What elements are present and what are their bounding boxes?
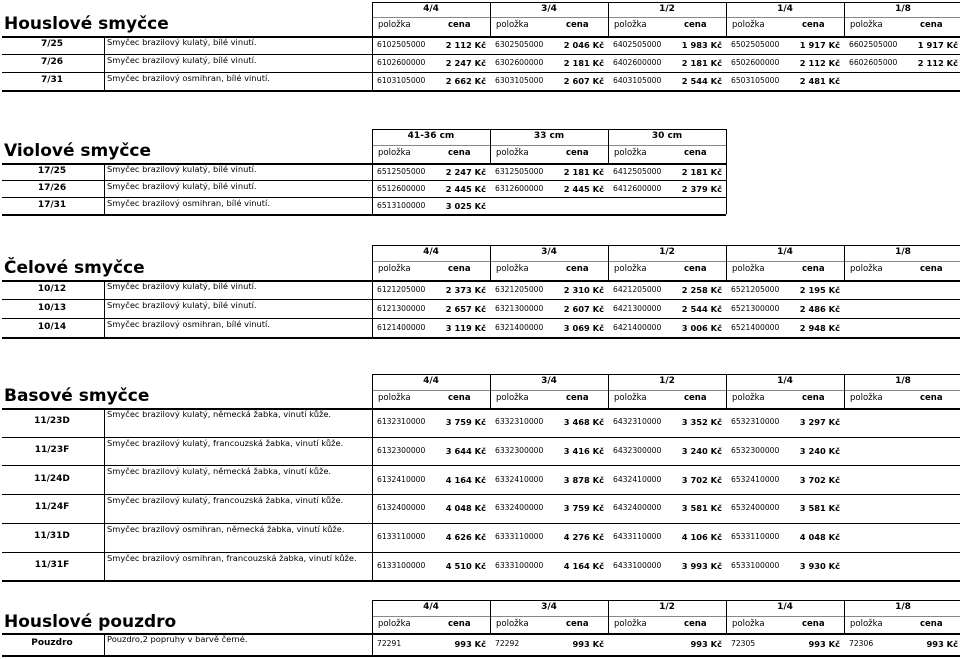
desc-right-divider [372,633,373,655]
header-mid-line [372,616,960,617]
size-header: 3/4 [541,4,557,14]
item-number: 6333110000 [495,532,544,542]
product-code: 17/26 [37,182,67,193]
item-number: 6532300000 [731,446,780,456]
col-header-price: cena [802,264,825,274]
size-header: 1/2 [659,602,675,612]
item-number: 6121205000 [377,284,426,294]
item-number: 6432300000 [613,446,662,456]
product-description: Smyčec brazilový kulatý, bílé vinutí. [107,300,257,310]
col-header-item: položka [614,20,647,30]
item-number: 6421205000 [613,284,662,294]
item-number: 72292 [495,639,520,648]
header-col-divider [844,600,845,633]
product-description: Smyčec brazilový kulatý, bílé vinutí. [107,181,257,191]
price: 4 106 Kč [681,532,722,543]
col-header-item: položka [732,20,765,30]
item-number: 6432400000 [613,503,662,513]
item-number: 6302505000 [495,40,544,49]
item-number: 6532410000 [731,474,780,484]
item-number: 6321400000 [495,322,544,332]
item-number: 6121300000 [377,303,426,313]
col-header-price: cena [448,619,471,629]
desc-divider [104,633,105,655]
price: 2 481 Kč [799,76,840,86]
section-title: Houslové pouzdro [4,612,177,632]
price: 993 Kč [926,639,958,649]
item-number: 6312505000 [495,166,544,176]
header-col-divider [372,245,373,280]
header-col-divider [844,374,845,408]
col-header-price: cena [566,619,589,629]
price: 4 510 Kč [445,560,486,571]
size-header: 3/4 [541,602,557,612]
item-number: 6302600000 [495,58,544,67]
col-header-item: položka [614,264,647,274]
price: 2 657 Kč [445,303,486,314]
col-header-item: položka [496,264,529,274]
section-title: Basové smyčce [4,386,150,406]
desc-divider [104,36,105,90]
col-header-price: cena [920,619,943,629]
price: 993 Kč [690,639,722,649]
header-col-divider [726,245,727,280]
product-code: 10/14 [37,321,67,332]
product-code: 10/12 [37,283,67,294]
size-header: 41-36 cm [407,131,455,141]
price: 4 276 Kč [563,532,604,543]
price: 2 373 Kč [445,284,486,295]
header-top-line [372,374,960,375]
header-top-line [372,129,726,130]
price: 2 948 Kč [799,322,840,333]
size-header: 1/4 [777,4,793,14]
price: 993 Kč [454,639,486,649]
size-header: 1/8 [895,4,911,14]
col-header-price: cena [920,264,943,274]
price: 2 112 Kč [445,40,486,50]
product-description: Pouzdro,2 popruhy v barvě černé. [107,634,248,644]
price: 2 258 Kč [681,284,722,295]
price: 1 917 Kč [799,40,840,50]
price: 2 607 Kč [563,76,604,86]
size-header: 4/4 [423,376,439,386]
header-col-divider [490,374,491,408]
col-header-item: položka [496,148,529,158]
col-header-item: položka [378,619,411,629]
item-number: 6132410000 [377,474,426,484]
price: 993 Kč [808,639,840,649]
desc-divider [104,163,105,214]
price: 3 468 Kč [563,417,604,428]
item-number: 6132300000 [377,446,426,456]
col-header-price: cena [566,20,589,30]
header-col-divider [726,129,727,163]
col-header-item: položka [378,264,411,274]
desc-right-divider [372,163,373,214]
desc-right-divider [372,408,373,580]
product-code: 11/31D [34,531,70,542]
product-description: Smyčec brazilový osmihran, bílé vinutí. [107,198,271,208]
product-code: 7/26 [40,57,64,67]
table-right-edge [726,163,727,214]
header-col-divider [372,2,373,36]
size-header: 30 cm [651,131,683,141]
col-header-price: cena [566,264,589,274]
col-header-price: cena [684,393,707,403]
header-col-divider [608,129,609,163]
item-number: 6403105000 [613,76,662,85]
header-col-divider [726,600,727,633]
col-header-price: cena [684,619,707,629]
item-number: 6312600000 [495,183,544,193]
price: 3 993 Kč [681,560,722,571]
price: 2 112 Kč [799,58,840,68]
item-number: 6102600000 [377,58,426,67]
col-header-item: položka [378,393,411,403]
size-header: 1/4 [777,247,793,257]
item-number: 6602605000 [849,58,898,67]
price: 4 626 Kč [445,532,486,543]
item-number: 6421400000 [613,322,662,332]
product-description: Smyčec brazilový kulatý, francouzská žabka, vinutí kůže. [107,495,344,506]
product-description: Smyčec brazilový kulatý, německá žabka, vinutí kůže. [107,409,332,419]
header-col-divider [372,374,373,408]
size-header: 33 cm [533,131,565,141]
product-description: Smyčec brazilový kulatý, bílé vinutí. [107,37,257,47]
product-description: Smyčec brazilový kulatý, bílé vinutí. [107,164,257,174]
col-header-item: položka [496,619,529,629]
section-title: Houslové smyčce [4,14,169,34]
item-number: 6503105000 [731,76,780,85]
product-description: Smyčec brazilový osmihran, německá žabka, vinutí kůže. [107,523,345,534]
item-number: 6521205000 [731,284,780,294]
product-code: 11/24D [34,473,70,484]
col-header-item: položka [850,264,883,274]
price: 3 930 Kč [799,560,840,571]
price: 3 581 Kč [681,503,722,514]
item-number: 6121400000 [377,322,426,332]
item-number: 6521400000 [731,322,780,332]
price: 3 759 Kč [563,503,604,514]
price: 1 917 Kč [917,40,958,50]
header-col-divider [490,129,491,163]
size-header: 4/4 [423,602,439,612]
col-header-item: položka [850,20,883,30]
size-header: 4/4 [423,247,439,257]
item-number: 6432410000 [613,474,662,484]
price: 2 181 Kč [681,166,722,177]
price: 3 702 Kč [681,474,722,485]
item-number: 6332310000 [495,417,544,427]
item-number: 6102505000 [377,40,426,49]
size-header: 3/4 [541,247,557,257]
price: 3 240 Kč [799,446,840,457]
price: 2 379 Kč [681,183,722,194]
col-header-item: položka [732,619,765,629]
product-code: 11/24F [34,502,70,513]
header-col-divider [608,374,609,408]
header-col-divider [490,600,491,633]
size-header: 3/4 [541,376,557,386]
product-description: Smyčec brazilový kulatý, bílé vinutí. [107,281,257,291]
header-col-divider [372,600,373,633]
product-code: 17/31 [37,199,67,210]
item-number: 6333100000 [495,560,544,570]
col-header-price: cena [448,148,471,158]
price: 2 247 Kč [445,58,486,68]
col-header-price: cena [566,148,589,158]
table-bottom-line [2,580,960,582]
item-number: 6133100000 [377,560,426,570]
col-header-price: cena [802,619,825,629]
header-top-line [372,245,960,246]
item-number: 6532400000 [731,503,780,513]
item-number: 6432310000 [613,417,662,427]
item-number: 6332300000 [495,446,544,456]
header-top-line [372,600,960,601]
price: 4 164 Kč [563,560,604,571]
price: 993 Kč [572,639,604,649]
size-header: 1/8 [895,376,911,386]
item-number: 6321300000 [495,303,544,313]
table-bottom-line [2,337,960,339]
header-mid-line [372,261,960,262]
product-code: 11/23F [34,445,70,456]
price: 3 352 Kč [681,417,722,428]
price: 2 544 Kč [681,76,722,86]
header-col-divider [490,2,491,36]
price: 2 310 Kč [563,284,604,295]
header-col-divider [608,245,609,280]
price: 3 297 Kč [799,417,840,428]
header-col-divider [372,129,373,163]
size-header: 4/4 [423,4,439,14]
desc-right-divider [372,280,373,337]
product-description: Smyčec brazilový kulatý, francouzská žabka, vinutí kůže. [107,437,344,448]
size-header: 1/2 [659,376,675,386]
col-header-item: položka [732,264,765,274]
item-number: 6332400000 [495,503,544,513]
item-number: 6421300000 [613,303,662,313]
size-header: 1/8 [895,602,911,612]
price: 2 181 Kč [563,58,604,68]
product-code: 7/31 [40,75,64,85]
item-number: 6321205000 [495,284,544,294]
header-mid-line [372,390,960,391]
item-number: 6433100000 [613,560,662,570]
section-title: Violové smyčce [4,141,151,161]
price: 2 544 Kč [681,303,722,314]
col-header-item: položka [378,20,411,30]
table-bottom-line [2,90,960,92]
price: 2 607 Kč [563,303,604,314]
size-header: 1/2 [659,247,675,257]
col-header-item: položka [614,148,647,158]
price: 4 048 Kč [445,503,486,514]
desc-right-divider [372,36,373,90]
price: 3 240 Kč [681,446,722,457]
price: 3 644 Kč [445,446,486,457]
product-code: 11/31F [34,559,70,570]
header-col-divider [608,600,609,633]
header-col-divider [726,374,727,408]
col-header-price: cena [920,393,943,403]
section-title: Čelové smyčce [4,258,145,278]
price: 1 983 Kč [681,40,722,50]
header-col-divider [726,2,727,36]
item-number: 6521300000 [731,303,780,313]
price: 3 025 Kč [445,200,486,211]
col-header-price: cena [684,264,707,274]
product-description: Smyčec brazilový osmihran, bílé vinutí. [107,319,271,329]
item-number: 72291 [377,639,402,648]
item-number: 6303105000 [495,76,544,85]
item-number: 72305 [731,639,756,648]
item-number: 6513100000 [377,200,426,210]
col-header-item: položka [378,148,411,158]
col-header-price: cena [802,20,825,30]
price: 3 878 Kč [563,474,604,485]
product-description: Smyčec brazilový kulatý, německá žabka, vinutí kůže. [107,466,332,477]
item-number: 6133110000 [377,532,426,542]
col-header-price: cena [920,20,943,30]
size-header: 1/2 [659,4,675,14]
header-mid-line [372,145,726,146]
col-header-price: cena [684,20,707,30]
item-number: 6103105000 [377,76,426,85]
product-code: 7/25 [40,39,64,49]
item-number: 6132400000 [377,503,426,513]
price: 3 069 Kč [563,322,604,333]
header-mid-line [372,17,960,18]
size-header: 1/4 [777,376,793,386]
price: 2 486 Kč [799,303,840,314]
price: 2 247 Kč [445,166,486,177]
col-header-price: cena [684,148,707,158]
header-col-divider [490,245,491,280]
price: 3 416 Kč [563,446,604,457]
col-header-price: cena [448,20,471,30]
price: 2 445 Kč [563,183,604,194]
col-header-item: položka [614,619,647,629]
price: 2 046 Kč [563,40,604,50]
product-description: Smyčec brazilový kulatý, bílé vinutí. [107,55,257,65]
col-header-item: položka [496,393,529,403]
product-code: 11/23D [34,416,70,427]
col-header-item: položka [614,393,647,403]
item-number: 6533110000 [731,532,780,542]
product-code: 10/13 [37,302,67,313]
col-header-item: položka [732,393,765,403]
item-number: 6332410000 [495,474,544,484]
price: 4 048 Kč [799,532,840,543]
item-number: 6502600000 [731,58,780,67]
price: 3 702 Kč [799,474,840,485]
col-header-price: cena [448,393,471,403]
price: 2 195 Kč [799,284,840,295]
col-header-item: položka [850,619,883,629]
item-number: 6512600000 [377,183,426,193]
product-code: Pouzdro [31,638,73,648]
size-header: 1/8 [895,247,911,257]
item-number: 6132310000 [377,417,426,427]
header-col-divider [844,2,845,36]
product-description: Smyčec brazilový osmihran, francouzská žabka, vinutí kůže. [107,552,357,563]
price: 2 662 Kč [445,76,486,86]
size-header: 1/4 [777,602,793,612]
header-col-divider [844,245,845,280]
table-bottom-line [2,214,726,216]
item-number: 6402505000 [613,40,662,49]
item-number: 6502505000 [731,40,780,49]
desc-divider [104,280,105,337]
header-top-line [372,2,960,3]
price: 3 006 Kč [681,322,722,333]
price: 2 112 Kč [917,58,958,68]
price: 2 445 Kč [445,183,486,194]
price: 3 119 Kč [445,322,486,333]
item-number: 6532310000 [731,417,780,427]
col-header-item: položka [850,393,883,403]
price: 2 181 Kč [681,58,722,68]
item-number: 6533100000 [731,560,780,570]
item-number: 6602505000 [849,40,898,49]
item-number: 6512505000 [377,166,426,176]
desc-divider [104,408,105,580]
table-bottom-line [2,655,960,657]
product-description: Smyčec brazilový osmihran, bílé vinutí. [107,73,271,83]
item-number: 72306 [849,639,874,648]
price: 2 181 Kč [563,166,604,177]
col-header-price: cena [448,264,471,274]
price: 4 164 Kč [445,474,486,485]
col-header-price: cena [802,393,825,403]
item-number: 6412505000 [613,166,662,176]
col-header-price: cena [566,393,589,403]
product-code: 17/25 [37,165,67,176]
header-col-divider [608,2,609,36]
col-header-item: položka [496,20,529,30]
price: 3 581 Kč [799,503,840,514]
item-number: 6412600000 [613,183,662,193]
price: 3 759 Kč [445,417,486,428]
item-number: 6402600000 [613,58,662,67]
item-number: 6433110000 [613,532,662,542]
